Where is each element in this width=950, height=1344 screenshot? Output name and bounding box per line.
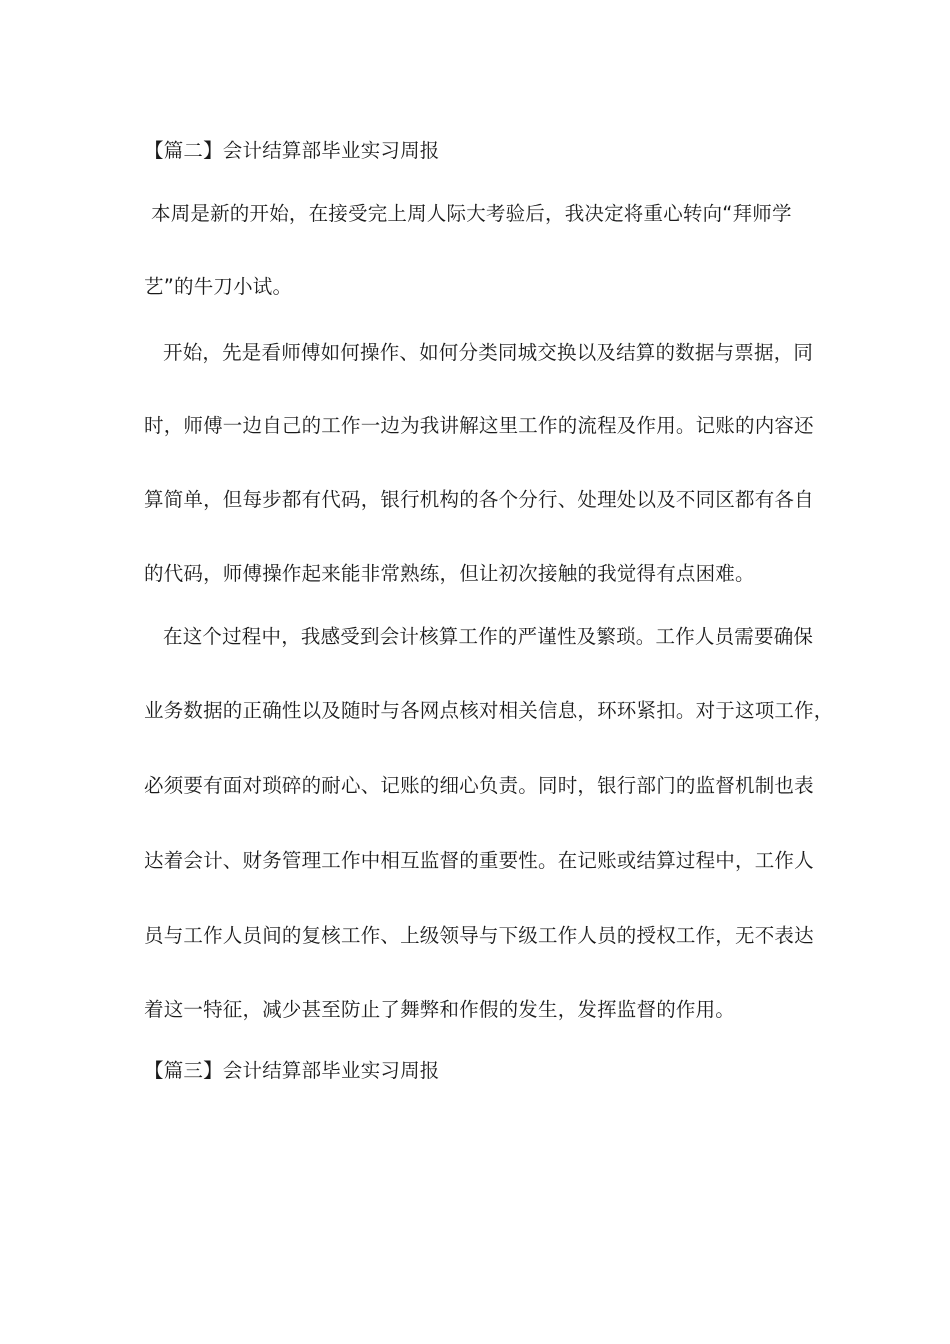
paragraph-3-line-5: 员与工作人员间的复核工作、上级领导与下级工作人员的授权工作，无不表达 xyxy=(144,924,814,947)
paragraph-3-line-4: 达着会计、财务管理工作中相互监督的重要性。在记账或结算过程中，工作人 xyxy=(144,849,814,872)
section-heading-3: 【篇三】会计结算部毕业实习周报 xyxy=(144,1059,440,1082)
paragraph-2-line-1: 开始，先是看师傅如何操作、如何分类同城交换以及结算的数据与票据，同 xyxy=(163,341,814,364)
section-heading-2: 【篇二】会计结算部毕业实习周报 xyxy=(144,139,440,162)
paragraph-1-line-2: 艺”的牛刀小试。 xyxy=(144,275,293,298)
paragraph-3-line-3: 必须要有面对琐碎的耐心、记账的细心负责。同时，银行部门的监督机制也表 xyxy=(144,774,814,797)
paragraph-3-line-6: 着这一特征，减少甚至防止了舞弊和作假的发生，发挥监督的作用。 xyxy=(144,998,736,1021)
paragraph-3-line-2: 业务数据的正确性以及随时与各网点核对相关信息，环环紧扣。对于这项工作， xyxy=(144,699,834,722)
paragraph-2-line-2: 时，师傅一边自己的工作一边为我讲解这里工作的流程及作用。记账的内容还 xyxy=(144,414,814,437)
paragraph-1-line-1: 本周是新的开始，在接受完上周人际大考验后，我决定将重心转向“拜师学 xyxy=(151,202,792,225)
paragraph-3-line-1: 在这个过程中，我感受到会计核算工作的严谨性及繁琐。工作人员需要确保 xyxy=(163,625,814,648)
paragraph-2-line-4: 的代码，师傅操作起来能非常熟练，但让初次接触的我觉得有点困难。 xyxy=(144,562,755,585)
paragraph-2-line-3: 算简单，但每步都有代码，银行机构的各个分行、处理处以及不同区都有各自 xyxy=(144,488,814,511)
